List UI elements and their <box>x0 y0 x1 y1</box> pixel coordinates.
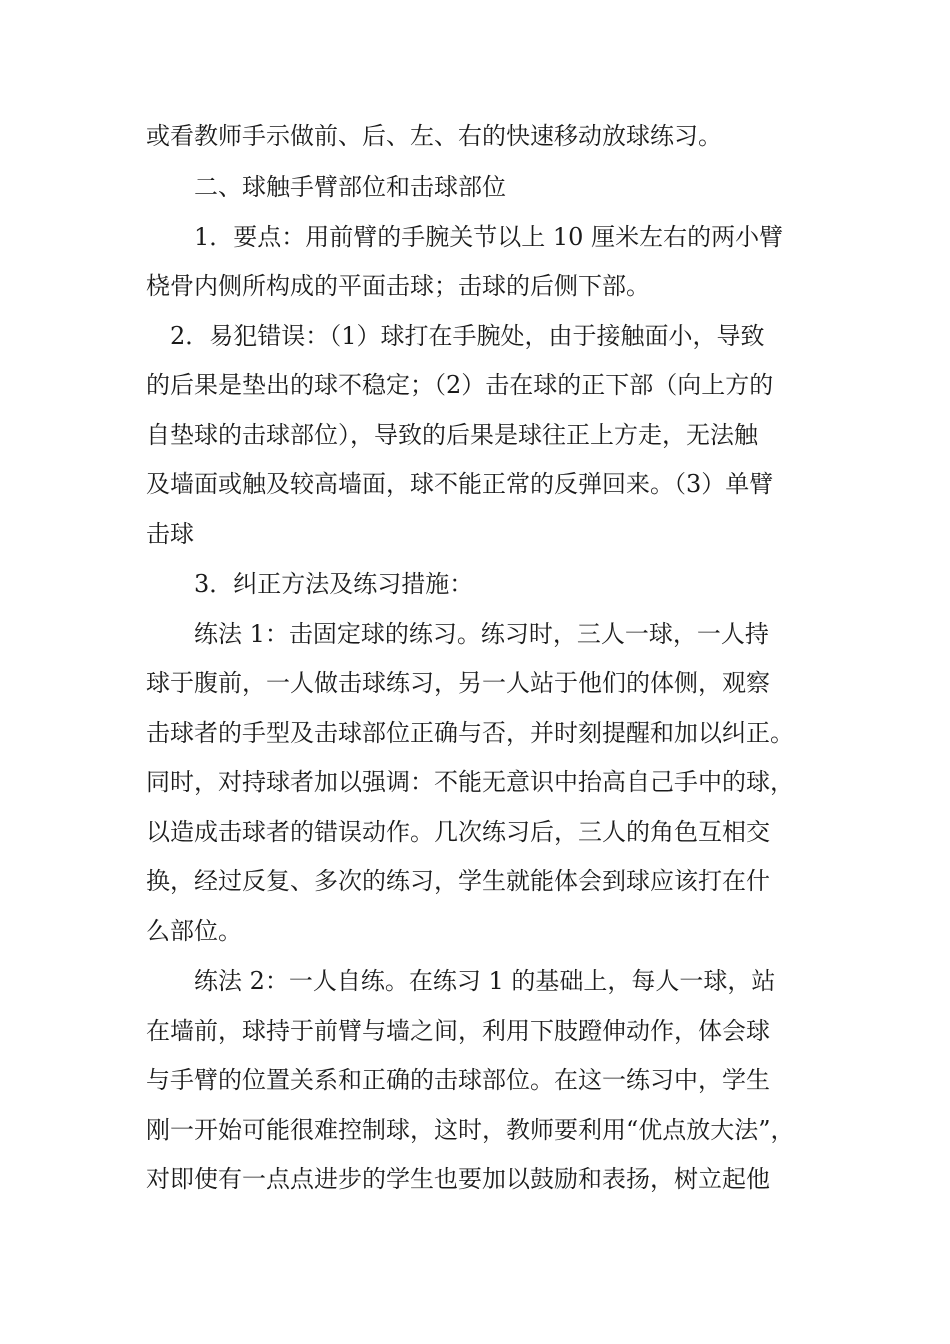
paragraph-line: 换，经过反复、多次的练习，学生就能体会到球应该打在什 <box>146 867 770 895</box>
paragraph-line: 2．易犯错误：（1）球打在手腕处，由于接触面小，导致 <box>170 322 765 350</box>
paragraph-line: 以造成击球者的错误动作。几次练习后，三人的角色互相交 <box>146 818 770 846</box>
paragraph-line: 3．纠正方法及练习措施： <box>194 570 474 598</box>
paragraph-line: 1．要点：用前臂的手腕关节以上 10 厘米左右的两小臂 <box>194 223 784 251</box>
paragraph-line: 么部位。 <box>146 917 242 945</box>
paragraph-line: 自垫球的击球部位），导致的后果是球往正上方走，无法触 <box>146 421 758 449</box>
paragraph-line: 球于腹前，一人做击球练习，另一人站于他们的体侧，观察 <box>146 669 770 697</box>
section-heading: 二、球触手臂部位和击球部位 <box>194 173 506 201</box>
paragraph-line: 击球 <box>146 520 194 548</box>
paragraph-line: 对即使有一点点进步的学生也要加以鼓励和表扬，树立起他 <box>146 1165 770 1193</box>
paragraph-line: 同时，对持球者加以强调：不能无意识中抬高自己手中的球， <box>146 768 794 796</box>
paragraph-line: 在墙前，球持于前臂与墙之间，利用下肢蹬伸动作，体会球 <box>146 1017 770 1045</box>
paragraph-line: 刚一开始可能很难控制球，这时，教师要利用“优点放大法”， <box>146 1116 795 1144</box>
paragraph-line: 的后果是垫出的球不稳定；（2）击在球的正下部（向上方的 <box>146 371 774 399</box>
paragraph-line: 与手臂的位置关系和正确的击球部位。在这一练习中，学生 <box>146 1066 770 1094</box>
paragraph-line: 桡骨内侧所构成的平面击球；击球的后侧下部。 <box>146 272 650 300</box>
paragraph-line: 及墙面或触及较高墙面，球不能正常的反弹回来。（3）单臂 <box>146 470 774 498</box>
paragraph-line: 或看教师手示做前、后、左、右的快速移动放球练习。 <box>146 122 722 150</box>
paragraph-line: 练法 1：击固定球的练习。练习时，三人一球，一人持 <box>194 620 769 648</box>
paragraph-line: 练法 2：一人自练。在练习 1 的基础上，每人一球，站 <box>194 967 776 995</box>
paragraph-line: 击球者的手型及击球部位正确与否，并时刻提醒和加以纠正。 <box>146 719 794 747</box>
